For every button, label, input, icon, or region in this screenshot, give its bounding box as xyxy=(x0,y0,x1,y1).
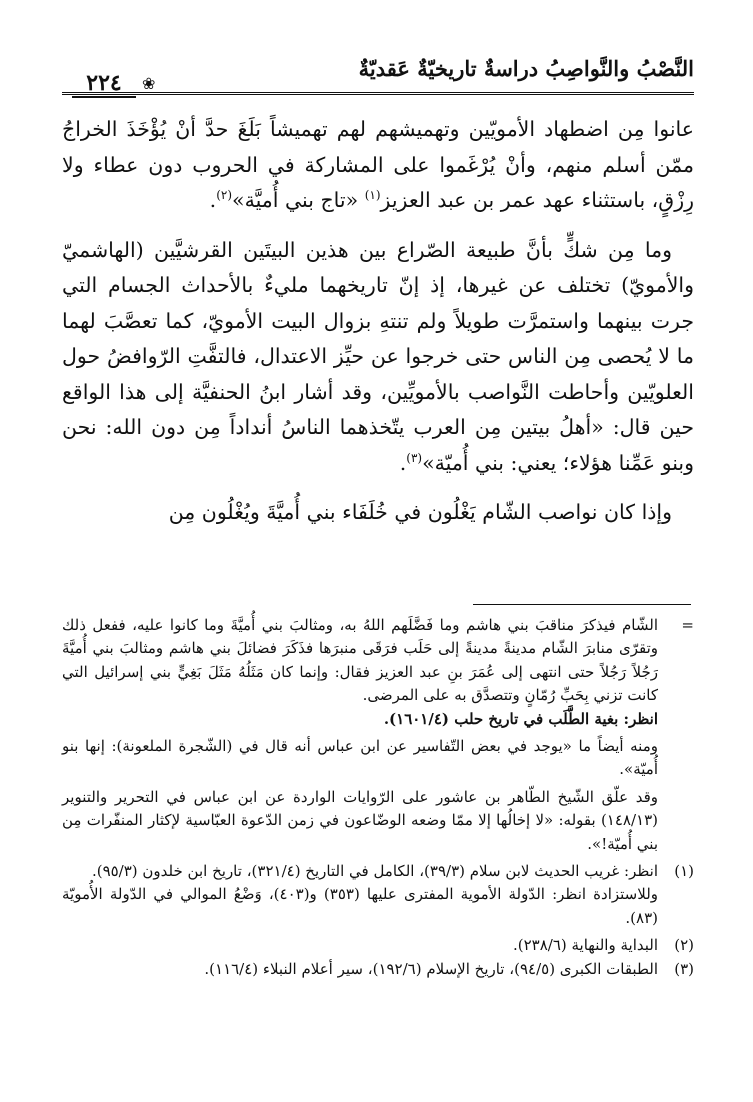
footnote-3-mark: (٣) xyxy=(674,959,694,978)
footnote-1-more: وللاستزادة انظر: الدّولة الأموية المفترى عليها (٣٥٣) و(٤٠٣)، وَضْعُ الموالي في الدّولة الأُمويّة (٨٣). xyxy=(62,885,659,927)
footnote-1 xyxy=(62,860,694,883)
page-number-box xyxy=(62,70,174,102)
header-rule xyxy=(62,92,694,95)
paragraph-2-end: . xyxy=(399,450,407,475)
running-title: النَّصْبُ والنَّواصِبُ دراسةٌ تاريخيّةٌ عَقديّةٌ xyxy=(358,56,694,81)
footnote-2-text: البداية والنهاية (٢٣٨/٦). xyxy=(512,936,658,955)
footnote-continued-more-2: وقد علّق الشّيخ الطّاهر بن عاشور على الرّوايات الواردة عن ابن عباس في التحرير والتنوير (١٤٨/١٣) بقوله: «لا إخالُها إلا ممّا وضعه الوضّاعون في زمن الدّعوة العبّاسية لإكثار المنفّرات مِن بني أُميّة!». xyxy=(62,787,658,853)
footnote-continued xyxy=(62,614,694,731)
footnote-continued-source: انظر: بغية الطَّلَب في تاريخ حلب (١٦٠١/٤). xyxy=(383,709,658,728)
page-header xyxy=(62,52,694,104)
footnote-separator xyxy=(473,604,691,605)
paragraph-1-text: عانوا مِن اضطهاد الأمويّين وتهميشهم لهم تهميشاً بَلَغَ حدَّ أنْ يُؤْخَذَ الخراجُ ممّن أسلم منهم، وأنْ يُرْغَموا على المشاركة في الحروب دون عطاء ولا رِزْقٍ، باستثناء عهد عمر بن عبد العزيز xyxy=(62,117,694,212)
footnote-2 xyxy=(62,934,694,957)
footnote-continued-mark: = xyxy=(681,616,694,634)
footnote-continued-text: الشّام فيذكرَ مناقبَ بني هاشم وما فَضَّلَهم اللهُ به، ومثالبَ بني أُميَّةَ وما كانوا عليه، ففعل ذلك وتقرّى منابرَ الشّام مدينةً مدينةً إلى حَلَب فرَقَى منبرَها فذَكَرَ فضائلَ بني هاشم ومثالبَ بني أُميَّةَ رَجُلاً رَجُلاً حتى انتهى إلى عُمَرَ بنِ عبد العزيز فقال: وإنما كان مَثَلُهُ مَثَلَ بَغِيٍّ بني إسرائيل التي كانت تزني بِحَبِّ رُمّانٍ وتتصدَّق به على المرضى. xyxy=(62,616,658,705)
footnotes xyxy=(62,614,694,981)
footnote-continued-more-1: ومنه أيضاً ما «يوجد في بعض التّفاسير عن ابن عباس أنه قال في (الشّجرة الملعونة): إنها بنو أُميّة». xyxy=(62,737,658,779)
paragraph-1-end: . xyxy=(209,188,217,212)
paragraph-2-text: وما مِن شكٍّ بأنَّ طبيعة الصّراع بين هذين البيتَين القرشيَّين (الهاشميّ والأمويّ) تختلف عن غيرها، إذ إنّ تاريخهما مليءٌ بالأحداث الجسام التي جرت بينهما واستمرَّت طويلاً ولم تنتهِ بزوال البيت الأمويّ، كما تعصَّبَ لهما ما لا يُحصى مِن الناس حتى خرجوا عن حيِّز الاعتدال، فالتفَّتِ الرّوافضُ حول العلويّين وأحاطت النَّواصب بالأمويِّين، وقد أشار ابنُ الحنفيَّة إلى هذا الواقع حين قال: «أهلُ بيتين مِن العرب يتّخذهما الناسُ أنداداً مِن دون الله: نحن وبنو عَمِّنا هؤلاء؛ يعني: بني أُميّة» xyxy=(62,237,694,475)
paragraph-1-tail: «تاج بني أُميَّة» xyxy=(232,188,365,212)
footnote-1-mark: (١) xyxy=(674,862,694,881)
paragraph-2 xyxy=(62,233,694,482)
paragraph-1 xyxy=(62,112,694,219)
footnote-3-text: الطبقات الكبرى (٩٤/٥)، تاريخ الإسلام (١٩٢/٦)، سير أعلام النبلاء (١١٦/٤). xyxy=(204,959,658,978)
footnote-ref-2: (٢) xyxy=(216,188,233,203)
footnote-ref-1: (١) xyxy=(364,188,381,203)
footnote-2-mark: (٢) xyxy=(674,936,694,955)
page-number: ٢٢٤ xyxy=(72,70,136,98)
ornament-icon: ❀ xyxy=(142,74,156,93)
footnote-3 xyxy=(62,958,694,981)
footnote-ref-3: (٣) xyxy=(406,450,423,465)
main-text xyxy=(62,112,694,545)
footnote-1-text: انظر: غريب الحديث لابن سلام (٣٩/٣)، الكامل في التاريخ (٣٢١/٤)، تاريخ ابن خلدون (٩٥/٣). xyxy=(91,862,658,881)
paragraph-3: وإذا كان نواصب الشّام يَغْلُون في خُلَفَاء بني أُميَّةَ ويُغْلُون مِن xyxy=(168,500,672,524)
